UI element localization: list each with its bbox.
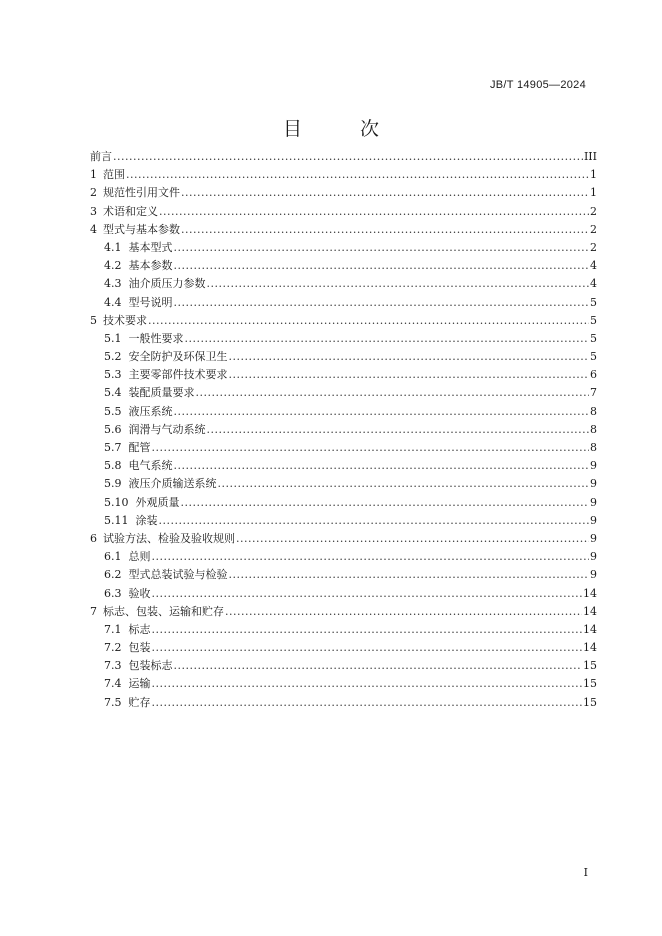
- dot-leader: [152, 675, 583, 693]
- toc-entry-page: 2: [590, 222, 597, 236]
- toc-entry-label: [104, 494, 180, 512]
- toc-entry-label: [90, 166, 125, 184]
- toc-entry[interactable]: [90, 566, 597, 584]
- toc-entry-text: 技术要求: [103, 313, 147, 327]
- toc-entry-page: 1: [590, 168, 597, 182]
- toc-entry-page: 5: [590, 331, 597, 345]
- toc-entry-text: 型式总装试验与检验: [128, 568, 228, 582]
- toc-entry-text: 液压介质输送系统: [128, 477, 217, 491]
- toc-entry-page: 6: [590, 368, 597, 382]
- toc-entry-text: 电气系统: [128, 459, 173, 473]
- toc-entry-label: [104, 657, 173, 675]
- toc-entry[interactable]: [90, 621, 597, 639]
- toc-entry-number: 7.5: [104, 695, 122, 709]
- toc-entry-number: 6: [90, 531, 97, 545]
- toc-entry-number: 5.1: [104, 331, 122, 345]
- toc-entry-text: 标志、包装、运输和贮存: [103, 604, 224, 618]
- toc-entry-text: 包装标志: [128, 659, 173, 673]
- dot-leader: [152, 548, 590, 566]
- toc-entry[interactable]: [90, 330, 597, 348]
- table-of-contents: [90, 148, 597, 712]
- toc-entry-number: 7.3: [104, 659, 122, 673]
- toc-entry[interactable]: [90, 366, 597, 384]
- toc-entry-label: [90, 203, 158, 221]
- toc-entry-page: 8: [590, 441, 597, 454]
- toc-entry-page: 14: [583, 641, 597, 655]
- toc-entry-page: 9: [590, 459, 597, 473]
- toc-entry-page: 9: [590, 550, 597, 564]
- toc-entry-text: 一般性要求: [128, 331, 184, 345]
- document-code: JB/T 14905—2024: [489, 79, 586, 91]
- toc-entry-label: [104, 639, 151, 657]
- toc-entry[interactable]: [90, 494, 597, 512]
- dot-leader: [159, 512, 590, 530]
- dot-leader: [218, 475, 590, 493]
- toc-entry-label: [90, 184, 180, 202]
- dot-leader: [174, 657, 583, 675]
- toc-entry-number: 7.2: [104, 641, 122, 655]
- toc-entry-number: 6.3: [104, 586, 122, 600]
- toc-entry-label: [104, 548, 151, 566]
- toc-entry-page: 4: [590, 259, 597, 273]
- toc-entry-page: 9: [590, 531, 597, 545]
- toc-entry-label: [104, 585, 151, 603]
- toc-entry-number: 5.7: [104, 441, 122, 454]
- toc-entry-number: 4.2: [104, 259, 122, 273]
- toc-entry-label: [104, 294, 173, 312]
- dot-leader: [174, 239, 590, 257]
- toc-entry-text: 基本型式: [128, 240, 173, 254]
- dot-leader: [229, 348, 590, 366]
- toc-entry[interactable]: [90, 548, 597, 566]
- dot-leader: [181, 221, 589, 239]
- toc-entry-label: [104, 512, 158, 530]
- toc-entry-page: 15: [583, 677, 597, 691]
- toc-entry-page: 2: [590, 204, 597, 218]
- dot-leader: [181, 494, 590, 512]
- toc-entry-number: 6.1: [104, 550, 122, 564]
- toc-entry-page: 8: [590, 422, 597, 436]
- toc-entry-page: 5: [590, 295, 597, 309]
- toc-entry-label: [104, 621, 151, 639]
- toc-entry-label: [104, 457, 173, 475]
- toc-entry-text: 贮存: [128, 695, 151, 709]
- toc-entry-number: 5.4: [104, 386, 122, 400]
- toc-entry-text: 型式与基本参数: [103, 222, 180, 236]
- toc-entry-page: 14: [583, 622, 597, 636]
- dot-leader: [148, 312, 589, 330]
- dot-leader: [152, 621, 583, 639]
- dot-leader: [152, 639, 583, 657]
- toc-entry[interactable]: [90, 439, 597, 457]
- toc-entry-number: 4: [90, 222, 97, 236]
- toc-entry-text: 前言: [90, 150, 112, 163]
- toc-entry[interactable]: [90, 403, 597, 421]
- toc-entry-text: 安全防护及环保卫生: [128, 350, 228, 364]
- toc-entry-label: [104, 475, 217, 493]
- toc-entry-text: 标志: [128, 622, 151, 636]
- toc-entry-page: 15: [583, 695, 597, 709]
- dot-leader: [181, 184, 589, 202]
- toc-entry-text: 液压系统: [128, 404, 173, 418]
- toc-entry[interactable]: [90, 184, 597, 202]
- toc-entry-page: 4: [590, 277, 597, 291]
- dot-leader: [207, 275, 590, 293]
- toc-entry[interactable]: [90, 585, 597, 603]
- toc-entry-text: 规范性引用文件: [103, 186, 180, 200]
- toc-entry[interactable]: [90, 239, 597, 257]
- toc-entry-number: 4.3: [104, 277, 122, 291]
- toc-entry-number: 4.4: [104, 295, 122, 309]
- toc-title: 目 次: [282, 118, 406, 140]
- toc-entry-text: 型号说明: [128, 295, 173, 309]
- toc-entry[interactable]: [90, 530, 597, 548]
- toc-entry-number: 1: [90, 168, 97, 182]
- toc-entry-text: 验收: [128, 586, 151, 600]
- toc-entry-number: 5.2: [104, 350, 122, 364]
- dot-leader: [236, 530, 589, 548]
- toc-entry[interactable]: [90, 675, 597, 693]
- page-number: I: [583, 866, 588, 879]
- toc-entry-label: [104, 403, 173, 421]
- dot-leader: [159, 203, 589, 221]
- toc-entry-number: 5.3: [104, 368, 122, 382]
- toc-entry[interactable]: [90, 221, 597, 239]
- toc-entry-number: 5.5: [104, 404, 122, 418]
- toc-entry[interactable]: [90, 294, 597, 312]
- toc-entry-number: 5.8: [104, 459, 122, 473]
- toc-entry[interactable]: [90, 348, 597, 366]
- toc-entry-number: 7.1: [104, 622, 122, 636]
- toc-entry[interactable]: [90, 512, 597, 530]
- toc-entry-label: [104, 348, 228, 366]
- toc-entry-label: [104, 421, 206, 439]
- toc-entry-page: 2: [590, 240, 597, 254]
- dot-leader: [174, 257, 590, 275]
- toc-entry-text: 油介质压力参数: [128, 277, 206, 291]
- dot-leader: [152, 439, 590, 457]
- toc-entry-number: 3: [90, 204, 97, 218]
- dot-leader: [174, 457, 590, 475]
- toc-entry-text: 装配质量要求: [128, 386, 195, 400]
- toc-entry-number: 5.9: [104, 477, 122, 491]
- dot-leader: [225, 603, 582, 621]
- toc-entry-text: 涂装: [135, 513, 158, 527]
- toc-entry-page: 14: [583, 586, 597, 600]
- toc-entry-number: 7: [90, 604, 97, 618]
- dot-leader: [152, 585, 583, 603]
- toc-entry-page: 9: [590, 495, 597, 509]
- dot-leader: [152, 694, 583, 712]
- toc-entry-number: 5.10: [104, 495, 129, 509]
- toc-entry[interactable]: [90, 421, 597, 439]
- toc-entry[interactable]: [90, 312, 597, 330]
- toc-entry-number: 5.6: [104, 422, 122, 436]
- toc-entry-text: 配管: [128, 441, 151, 454]
- toc-entry-text: 主要零部件技术要求: [128, 368, 228, 382]
- toc-entry-page: 5: [590, 313, 597, 327]
- toc-entry-label: [104, 257, 173, 275]
- toc-entry-text: 包装: [128, 641, 151, 655]
- toc-entry-page: III: [583, 150, 597, 163]
- toc-entry-label: [90, 148, 112, 166]
- dot-leader: [113, 148, 583, 166]
- toc-entry[interactable]: [90, 694, 597, 712]
- toc-entry-page: 7: [590, 386, 597, 400]
- toc-entry-number: 4.1: [104, 240, 122, 254]
- toc-entry-label: [104, 330, 184, 348]
- toc-entry-page: 1: [590, 186, 597, 200]
- toc-entry[interactable]: [90, 275, 597, 293]
- dot-leader: [126, 166, 589, 184]
- toc-entry-text: 范围: [103, 168, 125, 182]
- toc-entry-number: 5.11: [104, 513, 129, 527]
- toc-entry-label: [104, 694, 151, 712]
- toc-entry[interactable]: [90, 257, 597, 275]
- toc-entry-label: [104, 239, 173, 257]
- toc-entry-label: [104, 439, 151, 457]
- toc-entry-label: [90, 312, 147, 330]
- toc-entry-page: 9: [590, 513, 597, 527]
- toc-entry-label: [104, 566, 228, 584]
- toc-entry-page: 5: [590, 350, 597, 364]
- toc-entry-text: 总则: [128, 550, 151, 564]
- toc-entry[interactable]: [90, 475, 597, 493]
- toc-entry-number: 2: [90, 186, 97, 200]
- dot-leader: [174, 294, 590, 312]
- toc-entry-text: 润滑与气动系统: [128, 422, 206, 436]
- toc-entry[interactable]: [90, 457, 597, 475]
- toc-entry-label: [90, 221, 180, 239]
- toc-entry-text: 基本参数: [128, 259, 173, 273]
- dot-leader: [185, 330, 590, 348]
- toc-entry-label: [104, 366, 228, 384]
- toc-entry-text: 术语和定义: [103, 204, 158, 218]
- dot-leader: [174, 403, 590, 421]
- toc-entry-text: 试验方法、检验及验收规则: [103, 531, 235, 545]
- toc-entry-label: [104, 675, 151, 693]
- toc-entry-text: 运输: [128, 677, 151, 691]
- toc-entry-label: [104, 275, 206, 293]
- toc-entry-page: 9: [590, 568, 597, 582]
- dot-leader: [207, 421, 590, 439]
- toc-entry-label: [90, 530, 235, 548]
- toc-entry[interactable]: [90, 639, 597, 657]
- toc-entry[interactable]: [90, 203, 597, 221]
- toc-entry-page: 14: [583, 604, 597, 618]
- toc-entry[interactable]: [90, 166, 597, 184]
- toc-entry-number: 7.4: [104, 677, 122, 691]
- toc-entry-number: 5: [90, 313, 97, 327]
- toc-entry-page: 8: [590, 404, 597, 418]
- dot-leader: [196, 384, 590, 402]
- toc-entry-label: [104, 384, 195, 402]
- toc-entry-number: 6.2: [104, 568, 122, 582]
- dot-leader: [229, 366, 590, 384]
- toc-entry[interactable]: [90, 384, 597, 402]
- toc-entry-text: 外观质量: [135, 495, 180, 509]
- toc-entry-page: 9: [590, 477, 597, 491]
- toc-entry-label: [90, 603, 224, 621]
- dot-leader: [229, 566, 590, 584]
- toc-entry[interactable]: [90, 603, 597, 621]
- toc-entry-page: 15: [583, 659, 597, 673]
- toc-entry[interactable]: [90, 657, 597, 675]
- toc-entry[interactable]: [90, 148, 597, 166]
